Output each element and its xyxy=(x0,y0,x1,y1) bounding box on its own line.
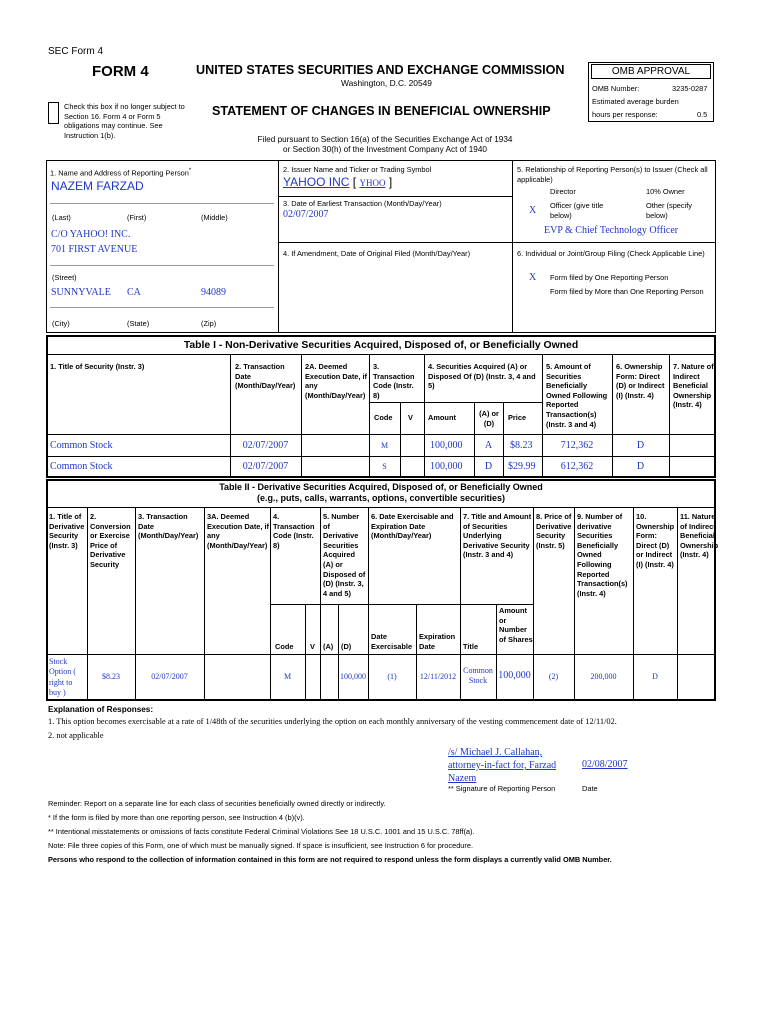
t2-exercisable: Date Exercisable xyxy=(371,632,413,651)
one-person-label: Form filed by One Reporting Person xyxy=(550,273,669,282)
table-1-title: Table I - Non-Derivative Securities Acquired, Disposed of, or Beneficially Owned xyxy=(183,340,579,351)
t1-v: V xyxy=(408,413,413,422)
statement-title: STATEMENT OF CHANGES IN BENEFICIAL OWNERSHIP xyxy=(212,104,551,118)
address-line-2: 701 FIRST AVENUE xyxy=(51,244,138,255)
t1-h1: 1. Title of Security (Instr. 3) xyxy=(50,362,145,371)
box5-label: 5. Relationship of Reporting Person(s) to Issuer (Check all applicable) xyxy=(517,165,708,184)
t2-h10: 10. Ownership Form: Direct (D) or Indirect (I) (Instr. 4) xyxy=(636,512,675,569)
t2-h7: 7. Title and Amount of Securities Underlying Derivative Security (Instr. 3 and 4) xyxy=(463,512,532,560)
middle-label: (Middle) xyxy=(201,213,228,222)
agency-location: Washington, D.C. 20549 xyxy=(341,78,432,88)
t2-a: (A) xyxy=(323,642,334,651)
t2-code: Code xyxy=(275,642,294,651)
box1-label: 1. Name and Address of Reporting Person* xyxy=(50,168,192,178)
state-value: CA xyxy=(127,287,141,298)
t2-d: (D) xyxy=(341,642,352,651)
signature-name[interactable]: /s/ Michael J. Callahan, attorney-in-fact for, Farzad Nazem xyxy=(448,747,557,784)
filed-pursuant-1: Filed pursuant to Section 16(a) of the Securities Exchange Act of 1934 xyxy=(257,135,513,144)
box6-label: 6. Individual or Joint/Group Filing (Check Applicable Line) xyxy=(517,249,705,258)
t2-h6: 6. Date Exercisable and Expiration Date (Month/Day/Year) xyxy=(371,512,454,541)
city-value: SUNNYVALE xyxy=(51,287,111,298)
zip-label: (Zip) xyxy=(201,319,217,328)
t1-amount: Amount xyxy=(428,413,456,422)
t1-h2a: 2A. Deemed Execution Date, if any (Month/Day/Year) xyxy=(305,362,368,400)
officer-check-mark: X xyxy=(529,205,537,216)
ticker-symbol[interactable]: YHOO xyxy=(359,178,386,188)
street-label: (Street) xyxy=(52,273,77,282)
t2-h5: 5. Number of Derivative Securities Acquired (A) or Disposed of (D) (Instr. 3, 4 and 5) xyxy=(323,512,366,598)
explanation-note-2: 2. not applicable xyxy=(48,731,104,740)
issuer-name[interactable]: YAHOO INC xyxy=(283,175,350,189)
agency-title: UNITED STATES SECURITIES AND EXCHANGE COMMISSION xyxy=(196,63,565,77)
t1-h3: 3. Transaction Code (Instr. 8) xyxy=(373,362,415,400)
t2-title: Title xyxy=(463,642,479,651)
officer-label: Officer (give title below) xyxy=(550,201,604,220)
t2-v: V xyxy=(310,642,315,651)
other-label: Other (specify below) xyxy=(646,201,693,220)
t2-amount-shares: Amount or Number of Shares xyxy=(499,606,533,644)
sec-form-label: SEC Form 4 xyxy=(48,46,104,57)
table-2-title: Table II - Derivative Securities Acquired, Disposed of, or Beneficially Owned (e.g., puts, calls, warrants, options, convertible securities) xyxy=(219,482,543,503)
checkbox-instructions: Check this box if no longer subject to Section 16. Form 4 or Form 5 obligations may continue. See Instruction 1(b). xyxy=(64,102,185,140)
explanation-title: Explanation of Responses: xyxy=(48,705,154,714)
box3-label: 3. Date of Earliest Transaction (Month/Day/Year) xyxy=(283,199,442,208)
t1-h5: 5. Amount of Securities Beneficially Owned Following Reported Transaction(s) (Instr. 3 and 4) xyxy=(546,362,608,429)
t1-h2: 2. Transaction Date (Month/Day/Year) xyxy=(235,362,296,391)
reporting-person-name: NAZEM FARZAD xyxy=(51,179,144,193)
t1-code: Code xyxy=(374,413,393,422)
t1-price: Price xyxy=(508,413,527,422)
t2-expiration: Expiration Date xyxy=(419,632,456,651)
earliest-transaction-date: 02/07/2007 xyxy=(283,209,329,220)
reminder-text: Reminder: Report on a separate line for each class of securities beneficially owned directly or indirectly. xyxy=(48,799,386,808)
t2-h2: 2. Conversion or Exercise Price of Derivative Security xyxy=(90,512,131,569)
t2-h8: 8. Price of Derivative Security (Instr. 5) xyxy=(536,512,572,550)
footnote-star: * If the form is filed by more than one reporting person, see Instruction 4 (b)(v). xyxy=(48,813,305,822)
address-line-1: C/O YAHOO! INC. xyxy=(51,229,131,240)
first-label: (First) xyxy=(127,213,147,222)
filing-note: Note: File three copies of this Form, one of which must be manually signed. If space is insufficient, see Instruction 6 for procedure. xyxy=(48,841,474,850)
t1-h6: 6. Ownership Form: Direct (D) or Indirect (I) (Instr. 4) xyxy=(616,362,665,400)
explanation-note-1: 1. This option becomes exercisable at a rate of 1/48th of the securities underlying the option on each monthly anniversary of the vesting commencement date of 12/11/02. xyxy=(48,717,617,726)
t2-h9: 9. Number of derivative Securities Beneficially Owned Following Reported Transaction(s) (Instr. 4) xyxy=(577,512,628,598)
form-title: FORM 4 xyxy=(92,63,149,80)
t2-h3: 3. Transaction Date (Month/Day/Year) xyxy=(138,512,199,541)
box4-label: 4. If Amendment, Date of Original Filed (Month/Day/Year) xyxy=(283,249,471,258)
omb-title: OMB APPROVAL xyxy=(591,64,711,79)
city-label: (City) xyxy=(52,319,70,328)
one-person-check-mark: X xyxy=(529,272,537,283)
no-longer-subject-checkbox[interactable] xyxy=(48,102,59,124)
omb-hours-value: 0.5 xyxy=(697,110,708,119)
t2-h11: 11. Nature of Indirect Beneficial Ownership (Instr. 4) xyxy=(680,512,719,560)
officer-title: EVP & Chief Technology Officer xyxy=(544,225,679,236)
t2-h3a: 3A. Deemed Execution Date, if any (Month/Day/Year) xyxy=(207,512,270,550)
state-label: (State) xyxy=(127,319,150,328)
t2-h4: 4. Transaction Code (Instr. 8) xyxy=(273,512,315,550)
director-label: Director xyxy=(550,187,576,196)
omb-persons-note: Persons who respond to the collection of information contained in this form are not required to respond unless the form displays a currently valid OMB Number. xyxy=(48,855,612,864)
omb-number-value: 3235-0287 xyxy=(672,84,708,93)
omb-number-label: OMB Number: xyxy=(592,84,640,93)
omb-hours-label: hours per response: xyxy=(592,110,658,119)
ten-percent-owner-label: 10% Owner xyxy=(646,187,685,196)
issuer-ticker: YAHOO INC [ YHOO ] xyxy=(283,175,393,189)
footnote-double-star: ** Intentional misstatements or omissions of facts constitute Federal Criminal Violations See 18 U.S.C. 1001 and 15 U.S.C. 78ff(a). xyxy=(48,827,475,836)
signature-label: ** Signature of Reporting Person xyxy=(448,784,556,793)
omb-burden-label: Estimated average burden xyxy=(592,97,679,106)
more-persons-label: Form filed by More than One Reporting Person xyxy=(550,287,704,296)
zip-value: 94089 xyxy=(201,287,226,298)
t1-h4: 4. Securities Acquired (A) or Disposed Of (D) (Instr. 3, 4 and 5) xyxy=(428,362,536,391)
t1-h7: 7. Nature of Indirect Beneficial Ownership (Instr. 4) xyxy=(673,362,714,410)
last-label: (Last) xyxy=(52,213,71,222)
t1-aord: (A) or (D) xyxy=(479,409,499,428)
box2-label: 2. Issuer Name and Ticker or Trading Symbol xyxy=(283,165,432,174)
filed-pursuant-2: or Section 30(h) of the Investment Company Act of 1940 xyxy=(283,145,487,154)
signature-date-label: Date xyxy=(582,784,598,793)
t2-h1: 1. Title of Derivative Security (Instr. 3) xyxy=(49,512,85,550)
signature-date: 02/08/2007 xyxy=(582,759,628,770)
